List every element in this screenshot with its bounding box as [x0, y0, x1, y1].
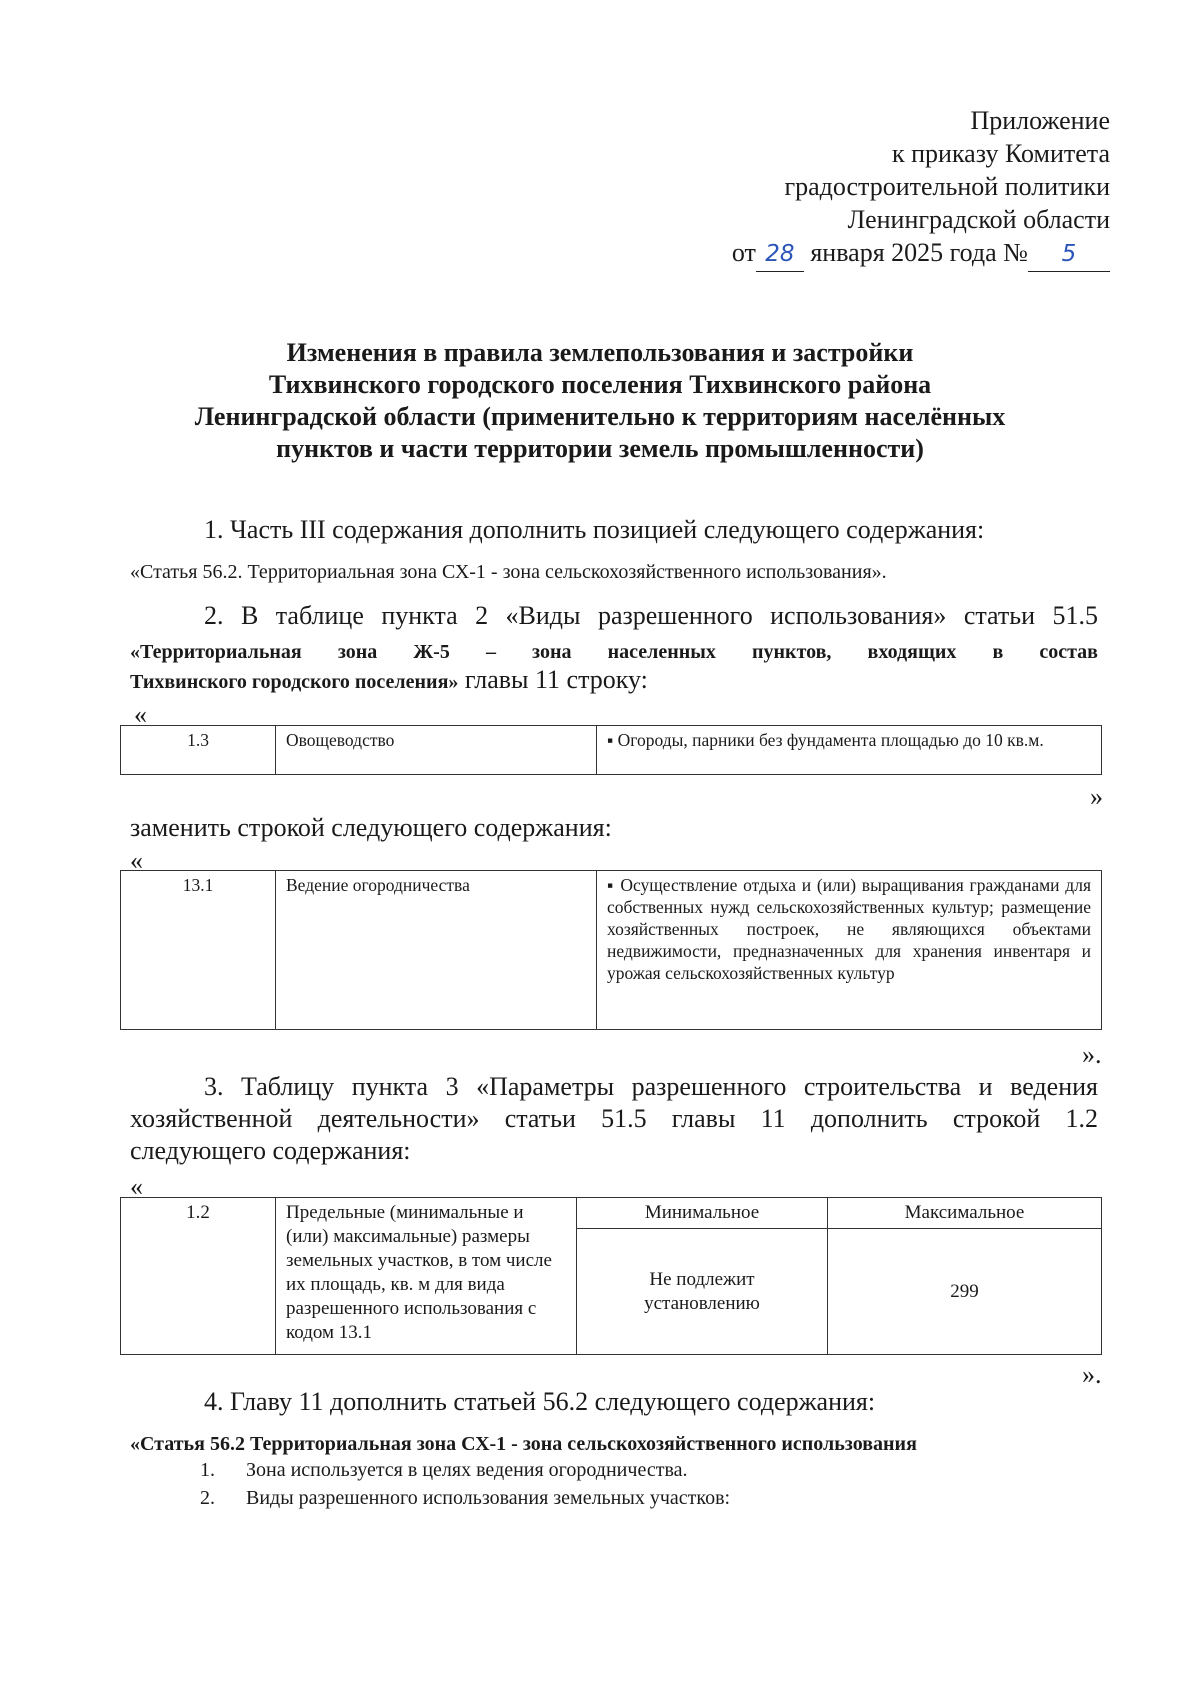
close-quote: »: [1090, 782, 1103, 811]
item-3-line-2: хозяйственной деятельности» статьи 51.5 главы 11 дополнить строкой 1.2: [130, 1104, 1098, 1133]
open-quote: «: [130, 1172, 143, 1201]
table-header-max: Максимальное: [828, 1198, 1102, 1229]
list-item-number: 2.: [200, 1487, 215, 1509]
item-2-zone-name: Тихвинского городского поселения»: [130, 671, 459, 693]
close-quote: ».: [1082, 1040, 1102, 1069]
article-list: [200, 1456, 730, 1512]
table-row: [121, 1198, 1102, 1229]
item-2-line-2: «Территориальная зона Ж-5 – зона населенных пунктов, входящих в состав: [130, 641, 1098, 663]
table-cell-desc: ▪ Осуществление отдыха и (или) выращивания гражданами для собственных нужд сельскохозяйственных культур; размещение хозяйственных построек, не являющихся объектами недвижимости, предназначенных для хранения инвентаря и урожая сельскохозяйственных культур: [597, 871, 1102, 1030]
header-line-appendix: Приложение: [970, 106, 1110, 135]
list-item-text: Виды разрешенного использования земельных участков:: [246, 1487, 731, 1509]
header-line-order: к приказу Комитета: [891, 139, 1110, 168]
table-old-row: [120, 725, 1102, 775]
table-new-row: [120, 870, 1102, 1030]
item-2-line-3-rest: главы 11 строку:: [458, 665, 648, 694]
open-quote: «: [130, 846, 143, 875]
table-cell-code: 13.1: [121, 871, 276, 1030]
list-item: [200, 1456, 730, 1484]
title-line: Изменения в правила землепользования и застройки: [286, 338, 914, 367]
table-cell-code: 1.3: [121, 726, 276, 775]
table-cell-code: 1.2: [121, 1198, 276, 1355]
list-item-text: Зона используется в целях ведения огородничества.: [246, 1459, 688, 1481]
table-row: [121, 726, 1102, 775]
order-number-field: [1028, 236, 1110, 272]
header-date-line: [550, 236, 1110, 272]
date-rest: января 2025 года №: [810, 238, 1028, 267]
list-item: [200, 1484, 730, 1512]
appendix-header: [550, 104, 1110, 272]
item-1-text: 1. Часть III содержания дополнить позицией следующего содержания:: [204, 515, 985, 544]
date-day-field: [756, 236, 804, 272]
header-line-committee: градостроительной политики: [784, 172, 1110, 201]
list-item-number: 1.: [200, 1459, 215, 1481]
table-cell-min-value: Не подлежит установлению: [577, 1229, 828, 1355]
table-cell-name: Предельные (минимальные и (или) максимальные) размеры земельных участков, в том числе их площадь, кв. м для вида разрешенного использования с кодом 13.1: [276, 1198, 577, 1355]
item-2-line-1: 2. В таблице пункта 2 «Виды разрешенного использования» статьи 51.5: [204, 601, 1098, 630]
item-2-line-3: [130, 664, 1098, 698]
open-quote: «: [134, 700, 147, 729]
table-row: [121, 871, 1102, 1030]
item-3-line-3: следующего содержания:: [130, 1136, 411, 1165]
table-cell-desc: ▪ Огороды, парники без фундамента площадью до 10 кв.м.: [597, 726, 1102, 775]
title-line: Ленинградской области (применительно к территориям населённых: [194, 402, 1006, 431]
title-line: пунктов и части территории земель промышленности): [276, 434, 924, 463]
close-quote: ».: [1082, 1360, 1102, 1389]
item-1-quote: «Статья 56.2. Территориальная зона СХ-1 - зона сельскохозяйственного использования».: [130, 561, 887, 583]
table-cell-max-value: 299: [828, 1229, 1102, 1355]
replace-text: заменить строкой следующего содержания:: [130, 813, 612, 842]
title-line: Тихвинского городского поселения Тихвинского района: [268, 370, 932, 399]
article-title: «Статья 56.2 Территориальная зона СХ-1 - зона сельскохозяйственного использования: [130, 1433, 917, 1455]
date-prefix: от: [731, 238, 756, 267]
table-cell-name: Ведение огородничества: [276, 871, 597, 1030]
item-4-text: 4. Главу 11 дополнить статьей 56.2 следующего содержания:: [204, 1387, 876, 1416]
header-line-region: Ленинградской области: [847, 205, 1110, 234]
table-cell-name: Овощеводство: [276, 726, 597, 775]
date-day-handwritten: 28: [765, 241, 795, 267]
table-header-min: Минимальное: [577, 1198, 828, 1229]
item-3-line-1: 3. Таблицу пункта 3 «Параметры разрешенного строительства и ведения: [204, 1072, 1098, 1101]
order-number-handwritten: 5: [1061, 241, 1077, 267]
params-table: [120, 1197, 1102, 1355]
document-title: [130, 337, 1070, 465]
